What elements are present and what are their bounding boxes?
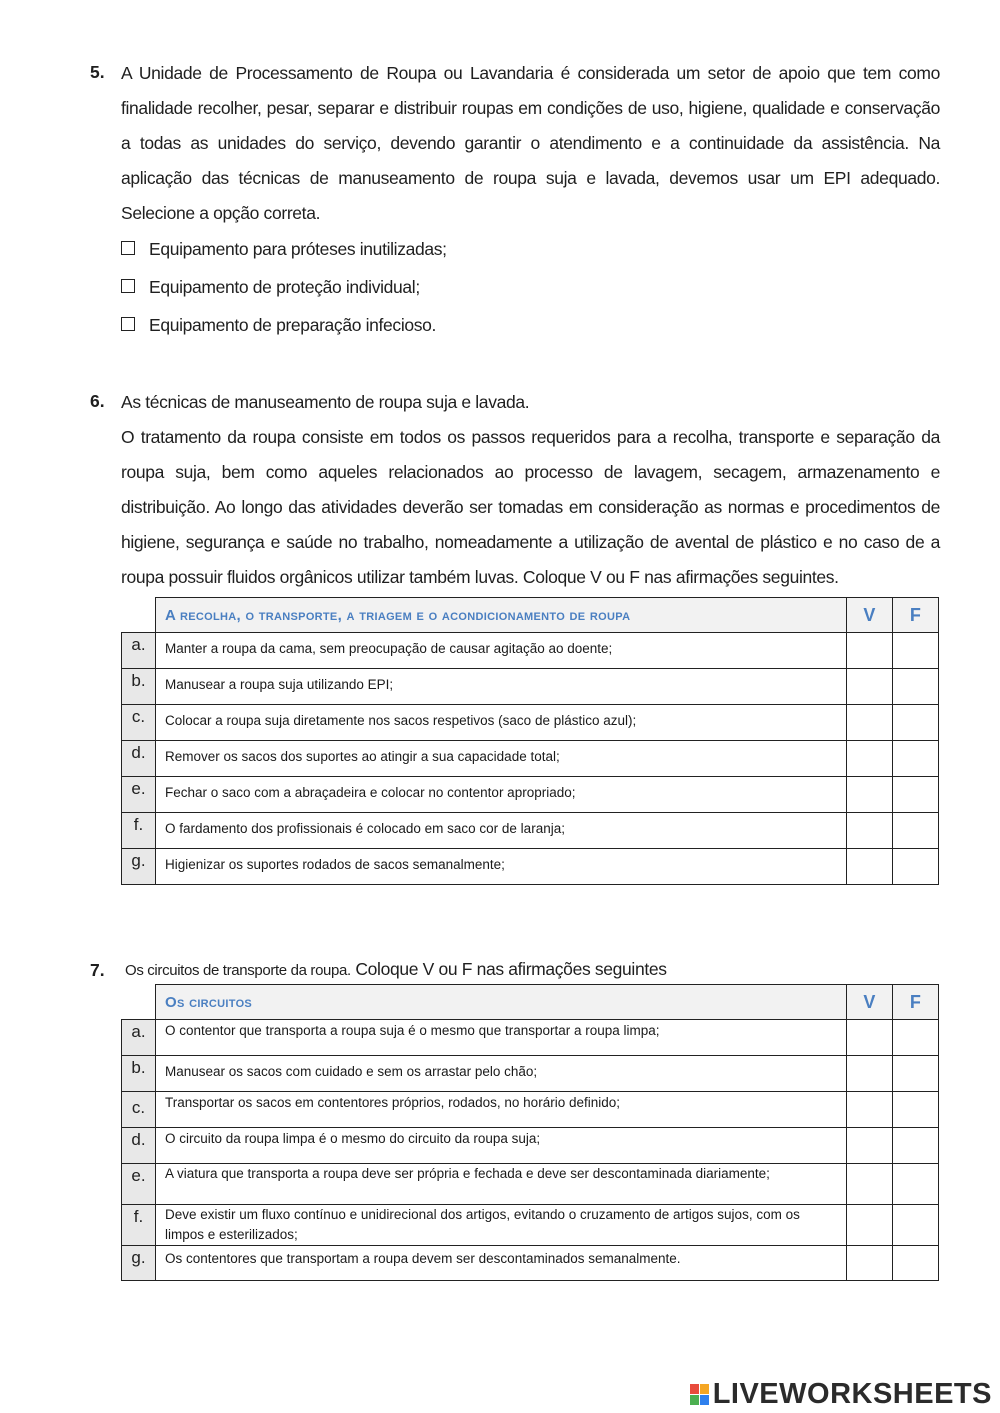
table-6-header: A recolha, o transporte, a triagem e o acondicionamento de roupa xyxy=(156,598,847,633)
row-text: Transportar os sacos em contentores próprios, rodados, no horário definido; xyxy=(156,1092,847,1128)
table-row xyxy=(122,1205,939,1246)
checkbox[interactable] xyxy=(121,241,135,255)
f-cell[interactable] xyxy=(893,1246,939,1281)
row-text: Colocar a roupa suja diretamente nos sacos respetivos (saco de plástico azul); xyxy=(156,705,847,741)
table-row xyxy=(122,1246,939,1281)
table-7-header: Os circuitos xyxy=(156,985,847,1020)
option-1[interactable] xyxy=(121,239,447,260)
header-blank xyxy=(122,598,156,633)
f-cell[interactable] xyxy=(893,1128,939,1164)
v-cell[interactable] xyxy=(847,813,893,849)
table-row xyxy=(122,633,939,669)
row-letter: e. xyxy=(122,1164,156,1205)
f-cell[interactable] xyxy=(893,669,939,705)
row-letter: c. xyxy=(122,1092,156,1128)
option-1-label: Equipamento para próteses inutilizadas; xyxy=(149,239,447,259)
table-row xyxy=(122,741,939,777)
question-6 xyxy=(90,385,940,595)
row-text: Fechar o saco com a abraçadeira e colocar no contentor apropriado; xyxy=(156,777,847,813)
row-letter: g. xyxy=(122,1246,156,1281)
f-cell[interactable] xyxy=(893,849,939,885)
row-text: Remover os sacos dos suportes ao atingir a sua capacidade total; xyxy=(156,741,847,777)
f-cell[interactable] xyxy=(893,1056,939,1092)
row-text: Os contentores que transportam a roupa devem ser descontaminados semanalmente. xyxy=(156,1246,847,1281)
f-cell[interactable] xyxy=(893,741,939,777)
row-letter: g. xyxy=(122,849,156,885)
table-row xyxy=(122,813,939,849)
v-cell[interactable] xyxy=(847,1164,893,1205)
row-text: Deve existir um fluxo contínuo e unidirecional dos artigos, evitando o cruzamento de artigos sujos, com os limpos e esterilizados; xyxy=(156,1205,847,1246)
question-6-number: 6. xyxy=(90,391,105,411)
v-cell[interactable] xyxy=(847,1246,893,1281)
f-cell[interactable] xyxy=(893,633,939,669)
row-letter: c. xyxy=(122,705,156,741)
question-5-text: A Unidade de Processamento de Roupa ou Lavandaria é considerada um setor de apoio que tem como finalidade recolher, pesar, separar e distribuir roupas em condições de uso, higiene, qualidade e conservação a todas as unidades do serviço, devendo garantir o atendimento e a continuidade da assistência. Na aplicação das técnicas de manuseamento de roupa suja e lavada, devemos usar um EPI adequado. Selecione a opção correta. xyxy=(121,63,940,223)
v-cell[interactable] xyxy=(847,1128,893,1164)
table-row xyxy=(122,777,939,813)
table-7 xyxy=(121,984,939,1281)
row-letter: f. xyxy=(122,813,156,849)
logo-icon xyxy=(690,1384,709,1405)
f-cell[interactable] xyxy=(893,705,939,741)
table-row xyxy=(122,849,939,885)
row-text: A viatura que transporta a roupa deve ser própria e fechada e deve ser descontaminada diariamente; xyxy=(156,1164,847,1205)
logo-text: LIVEWORKSHEETS xyxy=(712,1378,992,1410)
v-cell[interactable] xyxy=(847,849,893,885)
row-text: O circuito da roupa limpa é o mesmo do circuito da roupa suja; xyxy=(156,1128,847,1164)
option-3-label: Equipamento de preparação infecioso. xyxy=(149,315,437,335)
row-letter: f. xyxy=(122,1205,156,1246)
v-cell[interactable] xyxy=(847,741,893,777)
f-cell[interactable] xyxy=(893,1092,939,1128)
f-cell[interactable] xyxy=(893,1164,939,1205)
question-7-number: 7. xyxy=(90,960,105,980)
logo-square xyxy=(690,1384,699,1394)
row-letter: e. xyxy=(122,777,156,813)
table-row xyxy=(122,669,939,705)
logo-square xyxy=(700,1384,709,1394)
table-row xyxy=(122,1020,939,1056)
logo-square xyxy=(700,1395,709,1405)
table-row xyxy=(122,1056,939,1092)
logo-square xyxy=(690,1395,699,1405)
option-3[interactable] xyxy=(121,315,436,336)
row-letter: d. xyxy=(122,1128,156,1164)
f-cell[interactable] xyxy=(893,813,939,849)
header-v: V xyxy=(847,598,893,633)
v-cell[interactable] xyxy=(847,1056,893,1092)
question-7-title-small: Os circuitos de transporte da roupa. xyxy=(125,962,351,979)
v-cell[interactable] xyxy=(847,669,893,705)
v-cell[interactable] xyxy=(847,777,893,813)
question-6-text: O tratamento da roupa consiste em todos os passos requeridos para a recolha, transporte e separação da roupa suja, bem como aqueles relacionados ao processo de lavagem, secagem, armazenamento e distribuição. Ao longo das atividades deverão ser tomadas em consideração as normas e procedimentos de higiene, segurança e saúde no trabalho, nomeadamente a utilização de avental de plástico e no caso de a roupa possuir fluidos orgânicos utilizar também luvas. Coloque V ou F nas afirmações seguintes. xyxy=(121,427,940,587)
header-f: F xyxy=(893,598,939,633)
question-7-title xyxy=(125,957,940,983)
row-letter: a. xyxy=(122,1020,156,1056)
table-row xyxy=(122,1164,939,1205)
row-text: Manusear a roupa suja utilizando EPI; xyxy=(156,669,847,705)
question-5 xyxy=(90,56,940,231)
f-cell[interactable] xyxy=(893,777,939,813)
row-letter: d. xyxy=(122,741,156,777)
table-6 xyxy=(121,597,939,885)
row-letter: b. xyxy=(122,669,156,705)
question-7-title-rest: Coloque V ou F nas afirmações seguintes xyxy=(350,959,667,979)
row-text: Manusear os sacos com cuidado e sem os arrastar pelo chão; xyxy=(156,1056,847,1092)
question-5-number: 5. xyxy=(90,62,105,82)
header-v: V xyxy=(847,985,893,1020)
table-row xyxy=(122,1092,939,1128)
row-text: Manter a roupa da cama, sem preocupação de causar agitação ao doente; xyxy=(156,633,847,669)
question-7 xyxy=(90,957,940,983)
row-text: Higienizar os suportes rodados de sacos semanalmente; xyxy=(156,849,847,885)
v-cell[interactable] xyxy=(847,1205,893,1246)
v-cell[interactable] xyxy=(847,633,893,669)
header-blank xyxy=(122,985,156,1020)
checkbox[interactable] xyxy=(121,317,135,331)
header-f: F xyxy=(893,985,939,1020)
v-cell[interactable] xyxy=(847,1020,893,1056)
table-row xyxy=(122,1128,939,1164)
table-row xyxy=(122,705,939,741)
v-cell[interactable] xyxy=(847,1092,893,1128)
option-2-label: Equipamento de proteção individual; xyxy=(149,277,420,297)
checkbox[interactable] xyxy=(121,279,135,293)
question-6-title: As técnicas de manuseamento de roupa suja e lavada. xyxy=(121,392,530,412)
liveworksheets-logo[interactable] xyxy=(690,1378,992,1411)
row-text: O contentor que transporta a roupa suja é o mesmo que transportar a roupa limpa; xyxy=(156,1020,847,1056)
option-2[interactable] xyxy=(121,277,420,298)
f-cell[interactable] xyxy=(893,1020,939,1056)
f-cell[interactable] xyxy=(893,1205,939,1246)
row-text: O fardamento dos profissionais é colocado em saco cor de laranja; xyxy=(156,813,847,849)
row-letter: b. xyxy=(122,1056,156,1092)
row-letter: a. xyxy=(122,633,156,669)
v-cell[interactable] xyxy=(847,705,893,741)
